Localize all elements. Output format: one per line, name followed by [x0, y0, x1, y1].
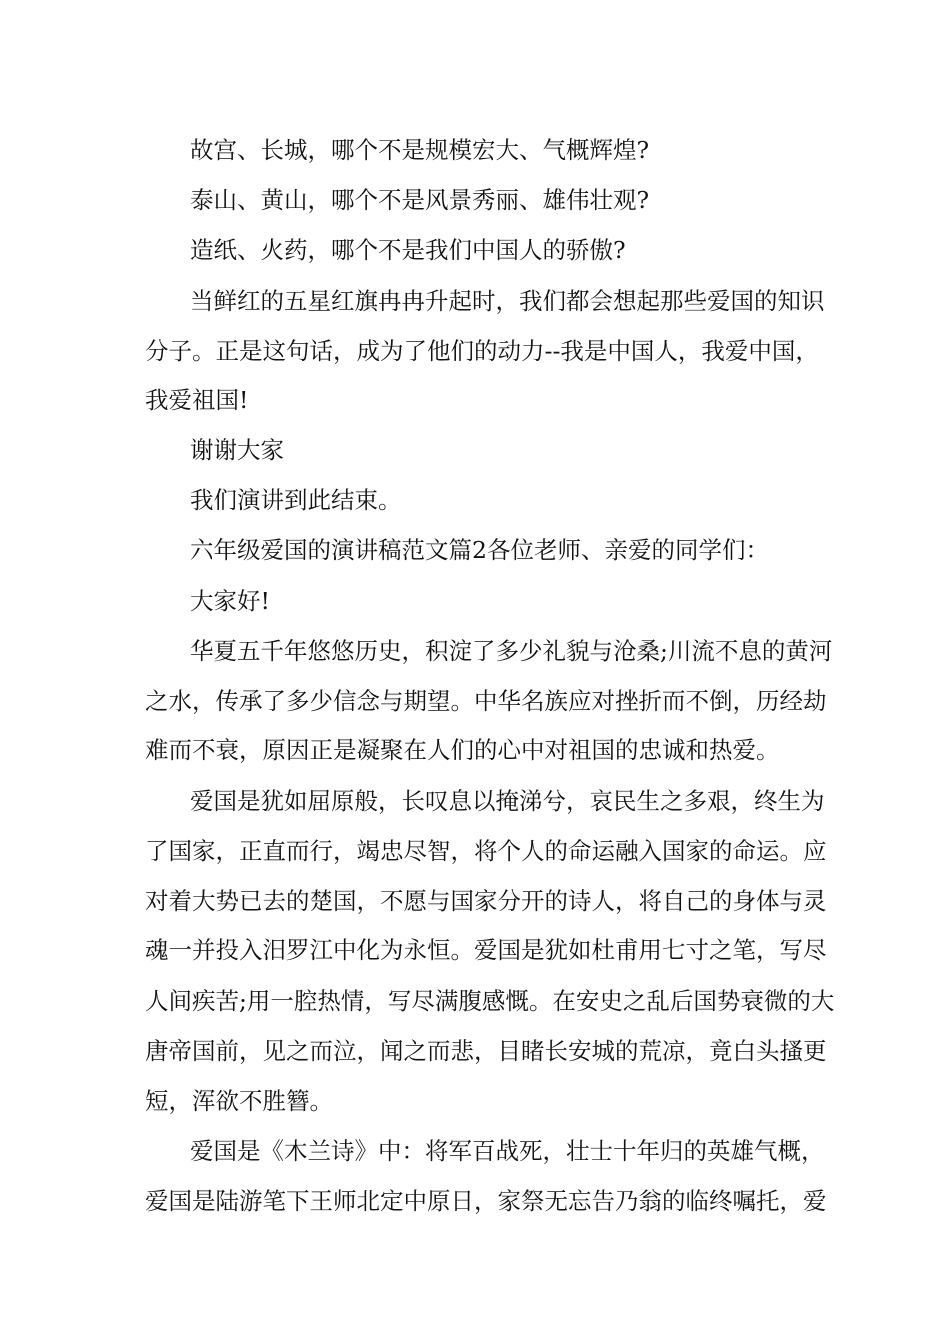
text-line: 对着大势已去的楚国，不愿与国家分开的诗人，将自己的身体与灵	[145, 887, 827, 915]
text-line: 魂一并投入汨罗江中化为永恒。爱国是犹如杜甫用七寸之笔，写尽	[145, 936, 827, 964]
text-line: 爱国是《木兰诗》中：将军百战死，壮士十年归的英雄气概，	[190, 1137, 825, 1165]
text-line: 唐帝国前，见之而泣，闻之而悲，目睹长安城的荒凉，竟白头搔更	[145, 1037, 827, 1065]
text-line: 造纸、火药，哪个不是我们中国人的骄傲?	[190, 236, 626, 264]
text-line: 华夏五千年悠悠历史，积淀了多少礼貌与沧桑;川流不息的黄河	[190, 637, 833, 665]
text-line: 爱国是犹如屈原般，长叹息以掩涕兮，哀民生之多艰，终生为	[190, 787, 825, 815]
text-line: 之水，传承了多少信念与期望。中华名族应对挫折而不倒，历经劫	[145, 687, 827, 715]
text-line: 人间疾苦;用一腔热情，写尽满腹感慨。在安史之乱后国势衰微的大	[145, 987, 835, 1015]
text-line: 故宫、长城，哪个不是规模宏大、气概辉煌?	[190, 136, 650, 164]
text-line: 大家好!	[190, 587, 270, 615]
text-line: 难而不衰，原因正是凝聚在人们的心中对祖国的忠诚和热爱。	[145, 736, 780, 764]
text-line: 短，浑欲不胜簪。	[145, 1087, 333, 1115]
text-line: 分子。正是这句话，成为了他们的动力--我是中国人，我爱中国，	[145, 337, 819, 365]
text-line: 谢谢大家	[190, 436, 284, 464]
text-line: 六年级爱国的演讲稿范文篇2各位老师、亲爱的同学们：	[190, 536, 769, 564]
text-line: 了国家，正直而行，竭忠尽智，将个人的命运融入国家的命运。应	[145, 837, 827, 865]
text-line: 泰山、黄山，哪个不是风景秀丽、雄伟壮观?	[190, 186, 650, 214]
text-line: 爱国是陆游笔下王师北定中原日，家祭无忘告乃翁的临终嘱托，爱	[145, 1187, 827, 1215]
text-line: 我爱祖国!	[145, 386, 249, 414]
text-line: 当鲜红的五星红旗冉冉升起时，我们都会想起那些爱国的知识	[190, 287, 825, 315]
text-line: 我们演讲到此结束。	[190, 486, 402, 514]
